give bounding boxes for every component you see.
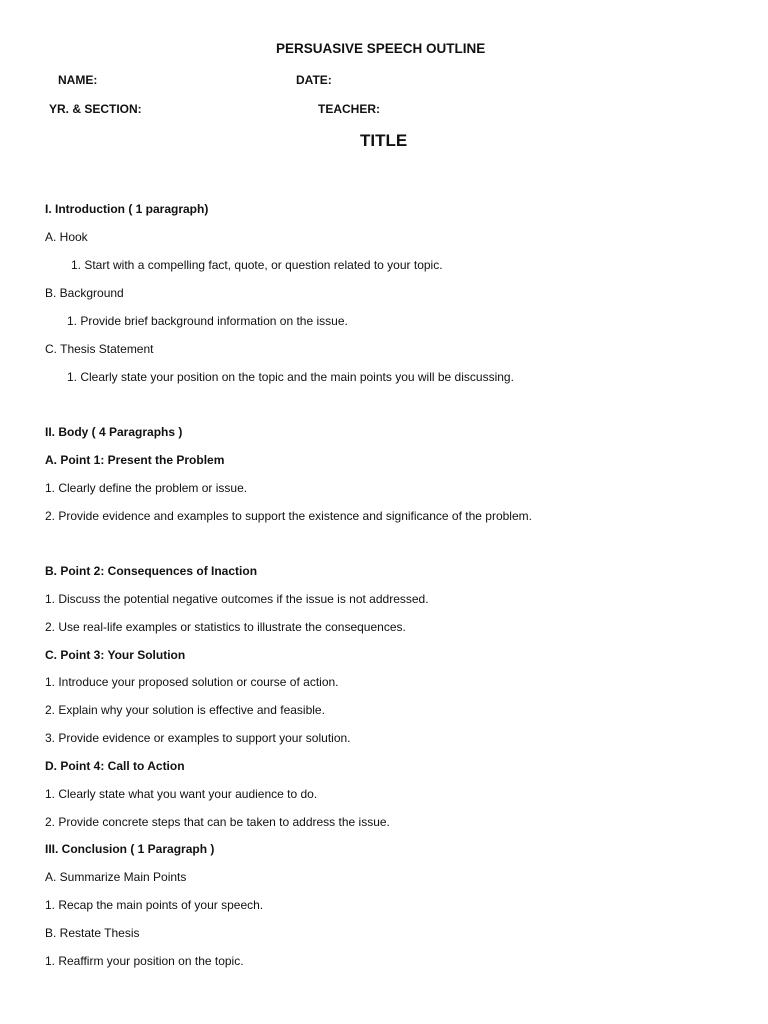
name-label: NAME: <box>58 73 98 87</box>
summarize-item: A. Summarize Main Points <box>45 870 187 884</box>
thesis-item: C. Thesis Statement <box>45 342 154 356</box>
background-subitem: 1. Provide brief background information on the issue. <box>67 314 348 328</box>
point2-subitem-2: 2. Use real-life examples or statistics to illustrate the consequences. <box>45 620 406 634</box>
teacher-label: TEACHER: <box>318 102 380 116</box>
speech-title: TITLE <box>360 131 408 150</box>
point1-subitem-2: 2. Provide evidence and examples to support the existence and significance of the problem. <box>45 509 532 523</box>
date-label: DATE: <box>296 73 332 87</box>
restate-subitem: 1. Reaffirm your position on the topic. <box>45 954 244 968</box>
summarize-subitem: 1. Recap the main points of your speech. <box>45 898 264 912</box>
point4-heading: D. Point 4: Call to Action <box>45 759 185 773</box>
restate-item: B. Restate Thesis <box>45 926 140 940</box>
section-label: YR. & SECTION: <box>49 102 142 116</box>
point3-heading: C. Point 3: Your Solution <box>45 648 186 662</box>
introduction-heading: I. Introduction ( 1 paragraph) <box>45 202 209 216</box>
point2-heading: B. Point 2: Consequences of Inaction <box>45 564 258 578</box>
hook-subitem: 1. Start with a compelling fact, quote, or question related to your topic. <box>71 258 443 272</box>
point4-subitem-1: 1. Clearly state what you want your audience to do. <box>45 787 318 801</box>
body-heading: II. Body ( 4 Paragraphs ) <box>45 425 183 439</box>
point4-subitem-2: 2. Provide concrete steps that can be taken to address the issue. <box>45 815 390 829</box>
hook-item: A. Hook <box>45 230 88 244</box>
point3-subitem-1: 1. Introduce your proposed solution or course of action. <box>45 675 339 689</box>
conclusion-heading: III. Conclusion ( 1 Paragraph ) <box>45 842 215 856</box>
thesis-subitem: 1. Clearly state your position on the topic and the main points you will be discussing. <box>67 370 514 384</box>
point1-heading: A. Point 1: Present the Problem <box>45 453 225 467</box>
point2-subitem-1: 1. Discuss the potential negative outcomes if the issue is not addressed. <box>45 592 429 606</box>
point1-subitem-1: 1. Clearly define the problem or issue. <box>45 481 248 495</box>
document-title: PERSUASIVE SPEECH OUTLINE <box>276 41 486 56</box>
point3-subitem-3: 3. Provide evidence or examples to support your solution. <box>45 731 351 745</box>
point3-subitem-2: 2. Explain why your solution is effective and feasible. <box>45 703 325 717</box>
background-item: B. Background <box>45 286 124 300</box>
